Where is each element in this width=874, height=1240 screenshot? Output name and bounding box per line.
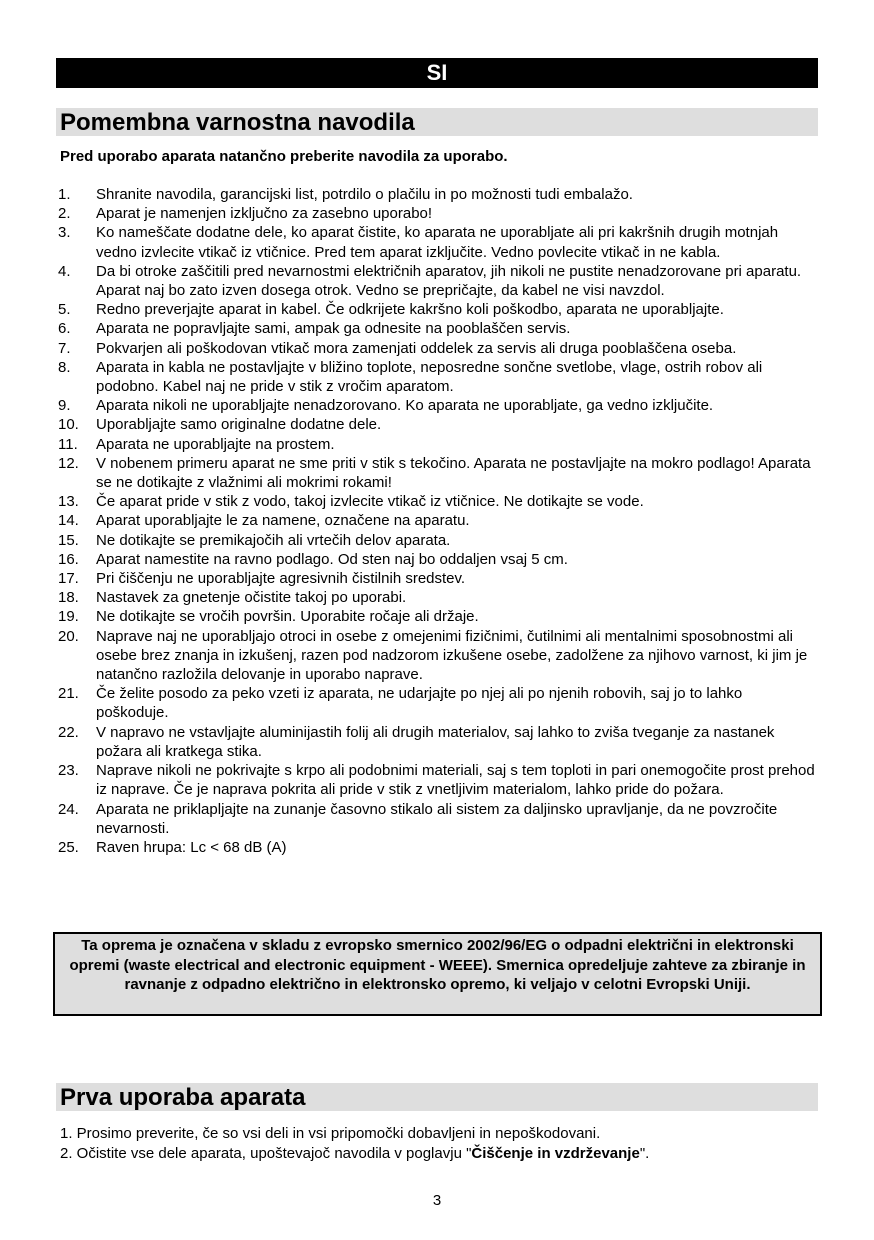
list-item xyxy=(58,185,818,204)
safety-instructions-list xyxy=(58,185,818,857)
list-item-text: Aparata in kabla ne postavljajte v bližino toplote, neposredne sončne svetlobe, vlage, ostrih robov ali podobno. Kabel naj ne pride v stik z vročim aparatom. xyxy=(96,358,763,396)
list-item-number: 5. xyxy=(58,301,71,319)
list-item-text: Aparata ne uporabljajte na prostem. xyxy=(96,435,335,453)
list-item-text: V nobenem primeru aparat ne sme priti v stik s tekočino. Aparata ne postavljajte na mokro podlago! Aparata se ne dotikajte z vlažnimi ali mokrimi rokami! xyxy=(96,454,811,492)
list-item xyxy=(58,358,818,396)
list-item xyxy=(58,223,818,261)
list-item-number: 8. xyxy=(58,358,71,376)
list-item xyxy=(58,627,818,685)
list-item-text: Aparata nikoli ne uporabljajte nenadzorovano. Ko aparata ne uporabljate, ga vedno izključite. xyxy=(96,397,714,415)
list-item xyxy=(58,550,818,569)
safety-intro: Pred uporabo aparata natančno preberite navodila za uporabo. xyxy=(60,148,508,165)
list-item xyxy=(58,300,818,319)
list-item-text: Če aparat pride v stik z vodo, takoj izvlecite vtikač iz vtičnice. Ne dotikajte se vode. xyxy=(96,493,644,511)
list-item xyxy=(58,339,818,358)
list-item xyxy=(58,569,818,588)
list-item xyxy=(58,531,818,550)
list-item-number: 2. xyxy=(58,205,71,223)
list-item-number: 6. xyxy=(58,320,71,338)
first-use-step-2-text: 2. Očistite vse dele aparata, upoštevajoč navodila v poglavju " xyxy=(60,1145,472,1162)
list-item-number: 7. xyxy=(58,339,71,357)
list-item-number: 3. xyxy=(58,224,71,242)
list-item-text: Aparat namestite na ravno podlago. Od sten naj bo oddaljen vsaj 5 cm. xyxy=(96,550,568,568)
list-item-number: 23. xyxy=(58,762,79,780)
list-item-text: Naprave nikoli ne pokrivajte s krpo ali podobnimi materiali, saj s tem toploti in pari onemogočite prost prehod iz naprave. Če je naprava pokrita ali pride v stik z vnetljivim materialom, lahko pride do požara. xyxy=(96,762,815,799)
list-item-text: Aparat uporabljajte le za namene, označene na aparatu. xyxy=(96,512,470,530)
list-item-number: 16. xyxy=(58,550,79,568)
list-item-text: Pokvarjen ali poškodovan vtikač mora zamenjati oddelek za servis ali druga pooblaščena oseba. xyxy=(96,339,737,357)
list-item xyxy=(58,838,818,857)
weee-notice: Ta oprema je označena v skladu z evropsko smernico 2002/96/EG o odpadni električni in elektronski opremi (waste electrical and electronic equipment - WEEE). Smernica opredeljuje zahteve za zbiranje in ravnanje z odpadno električno in elektronsko opremo, ki veljajo v celotni Evropski Uniji. xyxy=(53,932,822,1016)
list-item xyxy=(58,607,818,626)
first-use-step-2 xyxy=(60,1144,820,1164)
list-item-number: 20. xyxy=(58,627,79,645)
list-item xyxy=(58,723,818,761)
list-item-number: 22. xyxy=(58,723,79,741)
list-item-number: 13. xyxy=(58,493,79,511)
list-item-number: 24. xyxy=(58,800,79,818)
list-item-text: Naprave naj ne uporabljajo otroci in osebe z omejenimi fizičnimi, čutilnimi ali mentalnimi sposobnostmi ali osebe brez znanja in izkušenj, razen pod nadzorom izkušene osebe, zadolžene za njihovo varnost, ki jim je natančno razložila delovanje in uporabo naprave. xyxy=(96,627,808,684)
list-item xyxy=(58,761,818,799)
list-item-text: Pri čiščenju ne uporabljajte agresivnih čistilnih sredstev. xyxy=(96,570,466,588)
list-item-text: V napravo ne vstavljajte aluminijastih folij ali drugih materialov, saj lahko to zviša tveganje za nastanek požara ali kratkega stika. xyxy=(96,723,775,760)
list-item-number: 21. xyxy=(58,685,79,703)
list-item xyxy=(58,435,818,454)
list-item-text: Aparata ne popravljajte sami, ampak ga odnesite na pooblaščen servis. xyxy=(96,320,571,338)
list-item-text: Nastavek za gnetenje očistite takoj po uporabi. xyxy=(96,589,407,607)
first-use-heading: Prva uporaba aparata xyxy=(56,1083,818,1111)
list-item-number: 9. xyxy=(58,397,71,415)
list-item xyxy=(58,511,818,530)
first-use-step-2-end: ". xyxy=(639,1145,650,1162)
cleaning-chapter-reference: Čiščenje in vzdrževanje xyxy=(471,1145,640,1162)
list-item xyxy=(58,396,818,415)
list-item-text: Da bi otroke zaščitili pred nevarnostmi električnih aparatov, jih nikoli ne pustite nenadzorovane pri aparatu. Aparat naj bo zato izven dosega otrok. Vedno se prepričajte, da kabel ne visi navzdol. xyxy=(96,262,802,300)
list-item-text: Ne dotikajte se vročih površin. Uporabite ročaje ali držaje. xyxy=(96,608,479,626)
list-item-number: 10. xyxy=(58,416,79,434)
list-item-number: 19. xyxy=(58,608,79,626)
list-item-number: 1. xyxy=(58,186,71,203)
first-use-instructions xyxy=(60,1124,820,1164)
list-item-text: Aparat je namenjen izključno za zasebno uporabo! xyxy=(96,205,433,223)
list-item xyxy=(58,415,818,434)
list-item-text: Raven hrupa: Lc < 68 dB (A) xyxy=(96,838,287,856)
list-item-number: 15. xyxy=(58,531,79,549)
first-use-step-1: 1. Prosimo preverite, če so vsi deli in vsi pripomočki dobavljeni in nepoškodovani. xyxy=(60,1125,601,1142)
list-item-text: Shranite navodila, garancijski list, potrdilo o plačilu in po možnosti tudi embalažo. xyxy=(96,186,633,203)
list-item xyxy=(58,204,818,223)
list-item xyxy=(58,319,818,338)
language-bar: SI xyxy=(56,58,818,88)
list-item-text: Če želite posodo za peko vzeti iz aparata, ne udarjajte po njej ali po njenih robovih, saj jo to lahko poškoduje. xyxy=(96,685,743,722)
list-item xyxy=(58,492,818,511)
safety-heading: Pomembna varnostna navodila xyxy=(56,108,818,136)
list-item xyxy=(58,800,818,838)
list-item xyxy=(58,684,818,722)
list-item-text: Ko nameščate dodatne dele, ko aparat čistite, ko aparata ne uporabljate ali pri kakršnih drugih motnjah vedno izvlecite vtikač iz vtičnice. Pred tem aparat izključite. Vedno povlecite vtikač in ne kabla. xyxy=(96,224,779,261)
list-item-number: 18. xyxy=(58,589,79,607)
list-item-text: Aparata ne priklapljajte na zunanje časovno stikalo ali sistem za daljinsko upravljanje, da ne povzročite nevarnosti. xyxy=(96,800,778,837)
list-item-text: Ne dotikajte se premikajočih ali vrtečih delov aparata. xyxy=(96,531,451,549)
list-item xyxy=(58,588,818,607)
list-item-number: 14. xyxy=(58,512,79,530)
list-item-number: 25. xyxy=(58,838,79,856)
list-item-number: 4. xyxy=(58,262,71,280)
list-item xyxy=(58,262,818,300)
list-item-text: Redno preverjajte aparat in kabel. Če odkrijete kakršno koli poškodbo, aparata ne uporabljajte. xyxy=(96,301,724,319)
page-number: 3 xyxy=(432,1192,442,1209)
list-item-number: 17. xyxy=(58,570,79,588)
list-item-number: 11. xyxy=(58,435,78,453)
list-item-number: 12. xyxy=(58,454,79,472)
list-item xyxy=(58,454,818,492)
list-item-text: Uporabljajte samo originalne dodatne dele. xyxy=(96,416,382,434)
